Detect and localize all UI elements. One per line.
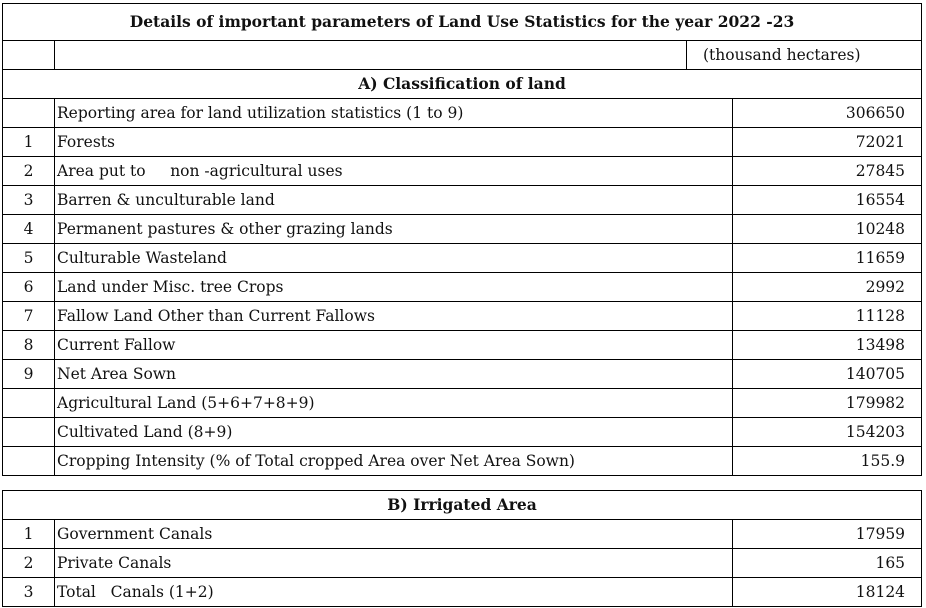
table-row [3,273,922,302]
section-b-heading: B) Irrigated Area [3,491,922,520]
land-classification-table [2,3,922,476]
table-row [3,331,922,360]
row-value: 10248 [733,215,922,244]
table-row [3,360,922,389]
row-label: Barren & unculturable land [55,186,733,215]
table-row [3,549,922,578]
table-row [3,215,922,244]
row-serial-number: 6 [3,273,55,302]
row-serial-number: 7 [3,302,55,331]
row-value: 140705 [733,360,922,389]
row-serial-number: 2 [3,157,55,186]
row-value: 13498 [733,331,922,360]
row-label: Total Canals (1+2) [55,578,733,607]
table-row [3,186,922,215]
unit-note: (thousand hectares) [687,41,922,70]
row-serial-number: 1 [3,520,55,549]
row-label: Permanent pastures & other grazing lands [55,215,733,244]
row-label: Government Canals [55,520,733,549]
table-title-row [3,4,922,41]
row-label: Current Fallow [55,331,733,360]
row-value: 16554 [733,186,922,215]
row-serial-number: 9 [3,360,55,389]
row-serial-number: 1 [3,128,55,157]
row-value: 17959 [733,520,922,549]
row-value: 11128 [733,302,922,331]
row-serial-number: 2 [3,549,55,578]
row-label: Net Area Sown [55,360,733,389]
table-row [3,578,922,607]
table-row [3,447,922,476]
unit-row-blank-label [55,41,687,70]
row-value: 154203 [733,418,922,447]
table-row [3,244,922,273]
table-row [3,389,922,418]
section-b-heading-row [3,491,922,520]
row-serial-number [3,418,55,447]
row-value: 155.9 [733,447,922,476]
table-row [3,157,922,186]
table-row [3,520,922,549]
table-row [3,128,922,157]
table-row [3,418,922,447]
row-serial-number [3,389,55,418]
row-serial-number [3,447,55,476]
irrigated-area-table [2,490,922,607]
row-serial-number: 8 [3,331,55,360]
row-value: 18124 [733,578,922,607]
row-label: Culturable Wasteland [55,244,733,273]
row-serial-number: 4 [3,215,55,244]
row-label: Forests [55,128,733,157]
row-label: Reporting area for land utilization statistics (1 to 9) [55,99,733,128]
unit-row [3,41,922,70]
table-title: Details of important parameters of Land Use Statistics for the year 2022 -23 [3,4,922,41]
row-value: 72021 [733,128,922,157]
row-serial-number [3,99,55,128]
section-b-rows [3,520,922,607]
section-a-heading: A) Classification of land [3,70,922,99]
row-label: Fallow Land Other than Current Fallows [55,302,733,331]
row-value: 2992 [733,273,922,302]
row-serial-number: 5 [3,244,55,273]
row-value: 306650 [733,99,922,128]
row-label: Cropping Intensity (% of Total cropped Area over Net Area Sown) [55,447,733,476]
row-label: Cultivated Land (8+9) [55,418,733,447]
row-value: 11659 [733,244,922,273]
row-label: Area put to non -agricultural uses [55,157,733,186]
row-label: Agricultural Land (5+6+7+8+9) [55,389,733,418]
row-label: Private Canals [55,549,733,578]
section-a-rows [3,99,922,476]
section-a-heading-row [3,70,922,99]
row-serial-number: 3 [3,186,55,215]
table-row [3,99,922,128]
unit-row-blank-sn [3,41,55,70]
row-value: 27845 [733,157,922,186]
row-value: 179982 [733,389,922,418]
row-serial-number: 3 [3,578,55,607]
table-row [3,302,922,331]
row-value: 165 [733,549,922,578]
row-label: Land under Misc. tree Crops [55,273,733,302]
